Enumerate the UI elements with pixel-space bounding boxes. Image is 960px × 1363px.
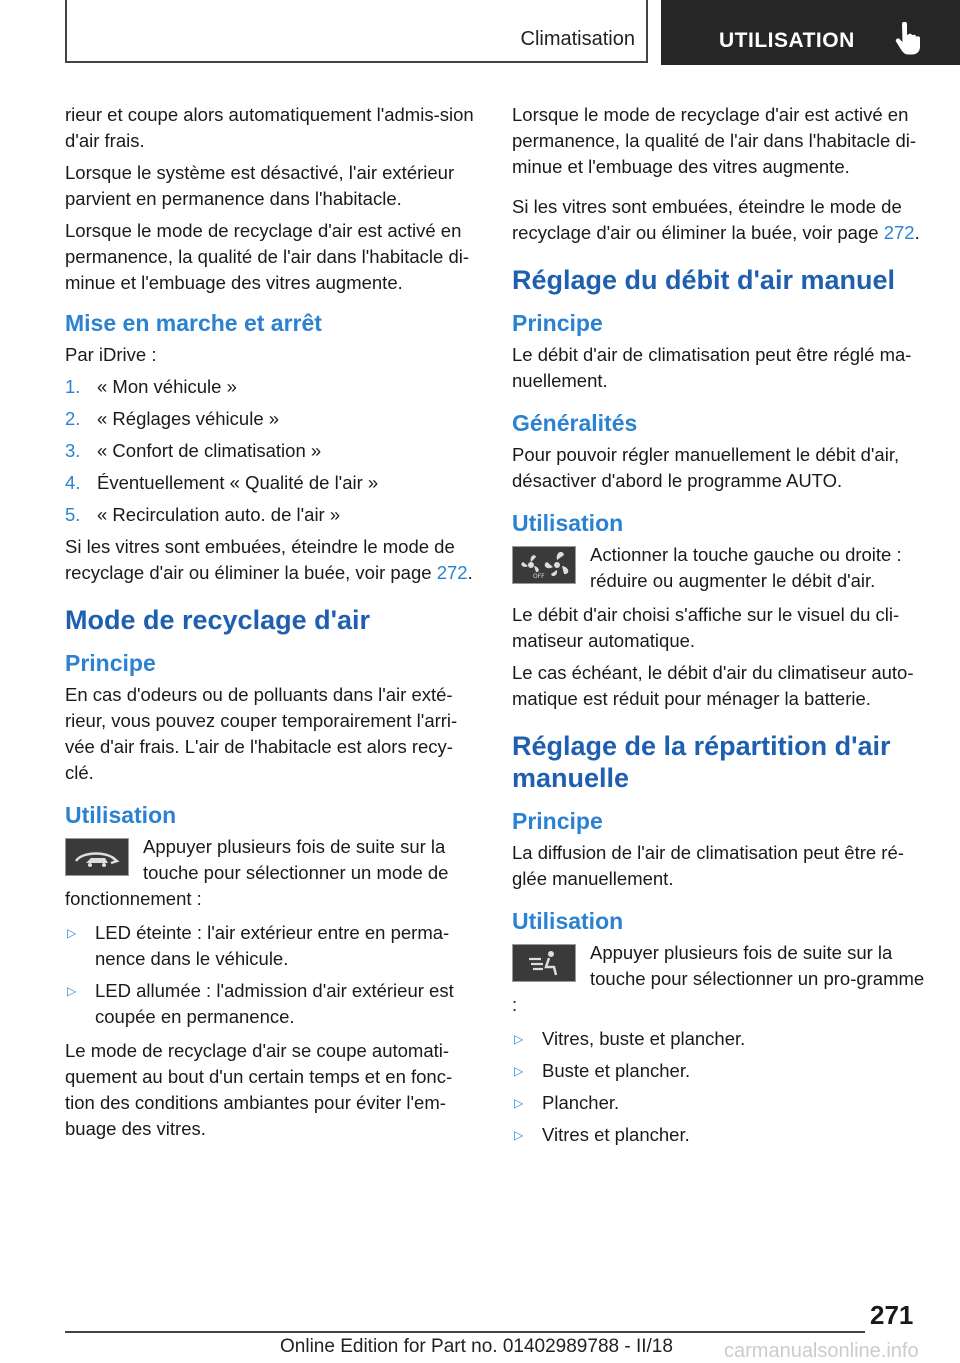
heading-on-off: Mise en marche et arrêt — [65, 310, 322, 336]
paragraph: Le débit d'air de climatisation peut être réglé ma-nuellement. — [512, 344, 912, 391]
paragraph: Pour pouvoir régler manuellement le débit d'air, désactiver d'abord le programme AUTO. — [512, 444, 900, 491]
paragraph: Le mode de recyclage d'air se coupe automati-quement au bout d'un certain temps et en fonc-tion des conditions ambiantes pour éviter l'em-buage des vitres. — [65, 1040, 453, 1139]
right-column — [512, 102, 926, 1156]
program-list — [512, 1026, 926, 1148]
paragraph: Si les vitres sont embuées, éteindre le mode de recyclage d'air ou éliminer la buée, voir page 272. — [512, 196, 920, 243]
triangle-bullet-icon: ▷ — [514, 1096, 524, 1110]
triangle-bullet-icon: ▷ — [67, 984, 77, 998]
chapter-label: UTILISATION — [719, 29, 855, 52]
list-item: ▷ Vitres, buste et plancher. — [512, 1026, 926, 1052]
paragraph: En cas d'odeurs ou de polluants dans l'air exté-rieur, vous pouvez couper temporairement l'arri-vée d'air frais. L'air de l'habitacle est alors recy-clé. — [65, 684, 458, 783]
triangle-bullet-icon: ▷ — [514, 1128, 524, 1142]
heading-generalites: Généralités — [512, 410, 638, 436]
chapter-tab[interactable] — [661, 0, 960, 65]
triangle-bullet-icon: ▷ — [67, 926, 77, 940]
list-item: ▷ Plancher. — [512, 1090, 926, 1116]
page-link[interactable]: 272 — [436, 562, 468, 583]
watermark: carmanualsonline.info — [724, 1340, 919, 1362]
heading-principe: Principe — [65, 650, 156, 676]
page-link[interactable]: 272 — [883, 222, 915, 243]
heading-utilisation: Utilisation — [512, 510, 624, 536]
svg-text:OFF: OFF — [533, 573, 545, 580]
paragraph: La diffusion de l'air de climatisation peut être ré-glée manuellement. — [512, 842, 904, 889]
paragraph: rieur et coupe alors automatiquement l'admis-sion d'air frais. — [65, 104, 474, 151]
paragraph: Appuyer plusieurs fois de suite sur la touche pour sélectionner un pro-gramme : — [512, 942, 925, 1015]
list-item: 3. « Confort de climatisation » — [65, 440, 322, 461]
heading-distribution: Réglage de la répartition d'air manuelle — [512, 731, 891, 793]
section-title: Climatisation — [520, 28, 635, 50]
idrive-label: Par iDrive : — [65, 344, 157, 365]
list-item: ▷ Vitres et plancher. — [512, 1122, 926, 1148]
list-item: 5. « Recirculation auto. de l'air » — [65, 504, 341, 525]
page-number: 271 — [870, 1300, 914, 1330]
list-item: 2. « Réglages véhicule » — [65, 408, 280, 429]
heading-airflow: Réglage du débit d'air manuel — [512, 265, 895, 295]
list-item: ▷ LED allumée : l'admission d'air extérieur est coupée en permanence. — [65, 978, 477, 1030]
list-item: ▷ Buste et plancher. — [512, 1058, 926, 1084]
paragraph: Appuyer plusieurs fois de suite sur la touche pour sélectionner un mode de fonctionnement : — [65, 836, 449, 909]
recirculation-button-icon — [65, 838, 129, 876]
heading-principe: Principe — [512, 310, 603, 336]
led-list — [65, 920, 477, 1030]
left-column — [65, 102, 477, 1148]
paragraph: Le cas échéant, le débit d'air du climatiseur auto-matique est réduit pour ménager la batterie. — [512, 662, 914, 709]
footer-divider — [65, 1331, 865, 1333]
paragraph: Lorsque le mode de recyclage d'air est activé en permanence, la qualité de l'air dans l'habitacle di-minue et l'embuage des vitres augmente. — [65, 220, 470, 293]
steps-list — [65, 374, 477, 528]
heading-principe: Principe — [512, 808, 603, 834]
fan-button-icon — [512, 546, 576, 584]
triangle-bullet-icon: ▷ — [514, 1064, 524, 1078]
paragraph: Lorsque le mode de recyclage d'air est activé en permanence, la qualité de l'air dans l'habitacle di-minue et l'embuage des vitres augmente. — [512, 104, 917, 177]
pointing-hand-icon — [893, 22, 921, 56]
header-section-box — [65, 0, 648, 63]
heading-utilisation: Utilisation — [65, 802, 177, 828]
list-item: 4. Éventuellement « Qualité de l'air » — [65, 472, 379, 493]
paragraph: Lorsque le système est désactivé, l'air extérieur parvient en permanence dans l'habitacle. — [65, 162, 455, 209]
paragraph: Si les vitres sont embuées, éteindre le mode de recyclage d'air ou éliminer la buée, voir page 272. — [65, 536, 473, 583]
list-item: 1. « Mon véhicule » — [65, 376, 237, 397]
triangle-bullet-icon: ▷ — [514, 1032, 524, 1046]
paragraph: Actionner la touche gauche ou droite : réduire ou augmenter le débit d'air. — [590, 544, 902, 591]
heading-utilisation: Utilisation — [512, 908, 624, 934]
paragraph: Le débit d'air choisi s'affiche sur le visuel du cli-matiseur automatique. — [512, 604, 900, 651]
air-distribution-button-icon — [512, 944, 576, 982]
heading-recirculation: Mode de recyclage d'air — [65, 605, 371, 635]
edition-text: Online Edition for Part no. 01402989788 - II/18 — [280, 1336, 673, 1357]
list-item: ▷ LED éteinte : l'air extérieur entre en perma-nence dans le véhicule. — [65, 920, 477, 972]
